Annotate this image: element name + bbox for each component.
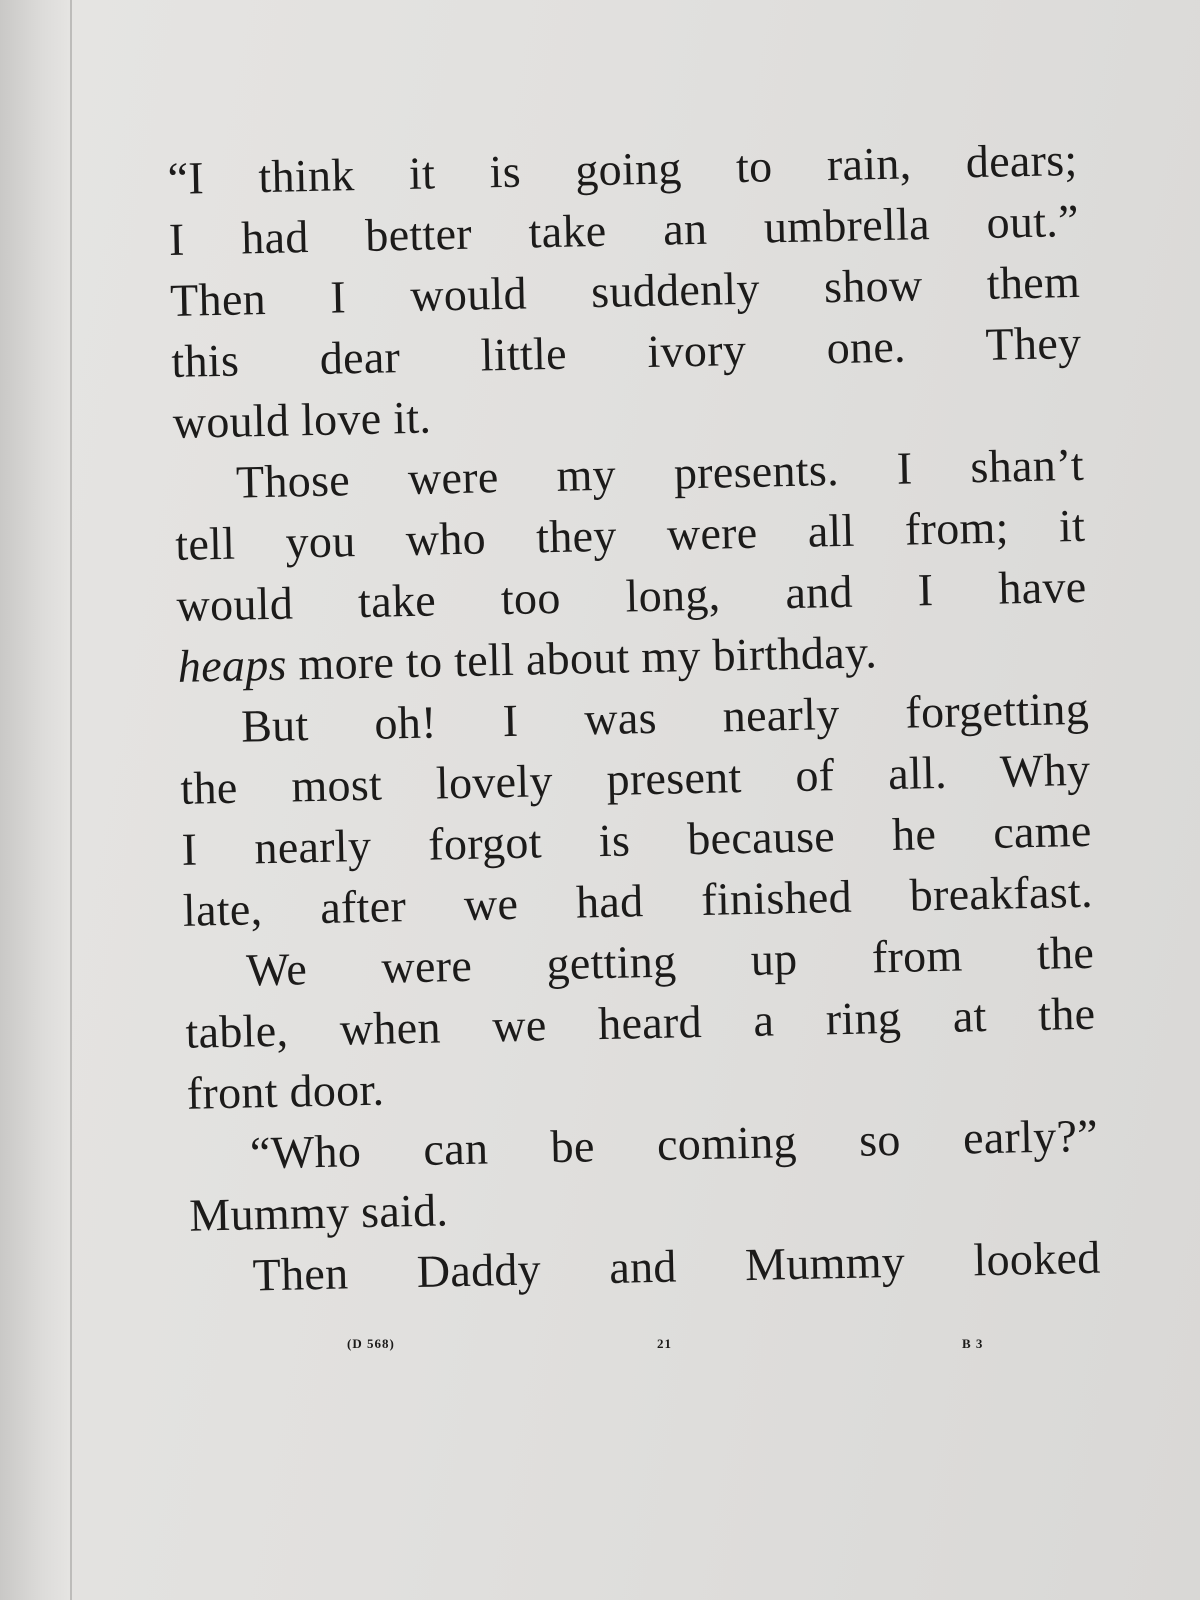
italic-word: heaps	[177, 638, 288, 692]
text-line: the most lovely present of all. Why	[179, 743, 1091, 814]
text-line: would take too long, and I have	[176, 560, 1087, 631]
printer-signature-left: (D 568)	[347, 1336, 395, 1351]
text-line: Then Daddy and Mummy looked	[252, 1231, 1101, 1301]
text-line: would love it.	[172, 391, 432, 448]
text-line: I had better take an umbrella out.”	[168, 194, 1080, 265]
text-line-rest: more to tell about my birthday.	[286, 626, 878, 690]
text-line: We were getting up from the	[245, 926, 1095, 996]
page-footer	[347, 1336, 987, 1356]
text-line: But oh! I was nearly forgetting	[240, 682, 1090, 752]
body-text	[167, 129, 1101, 1307]
text-line: “I think it is going to rain, dears;	[167, 133, 1078, 204]
printer-signature-right: B 3	[962, 1336, 984, 1351]
text-line: late, after we had finished breakfast.	[182, 865, 1094, 936]
text-line: front door.	[186, 1063, 385, 1119]
book-spine-edge	[0, 0, 72, 1600]
text-line: this dear little ivory one. They	[170, 316, 1082, 387]
text-line: Then I would suddenly show them	[169, 255, 1081, 326]
book-page	[72, 0, 1200, 1600]
text-line: tell you who they were all from; it	[174, 499, 1086, 570]
text-line: I nearly forgot is because he came	[181, 804, 1093, 875]
page-number: 21	[657, 1336, 672, 1351]
text-line: Those were my presents. I shan’t	[235, 438, 1085, 508]
text-line: Mummy said.	[188, 1184, 449, 1241]
text-line: “Who can be coming so early?”	[249, 1109, 1099, 1179]
text-line: table, when we heard a ring at the	[184, 987, 1096, 1058]
